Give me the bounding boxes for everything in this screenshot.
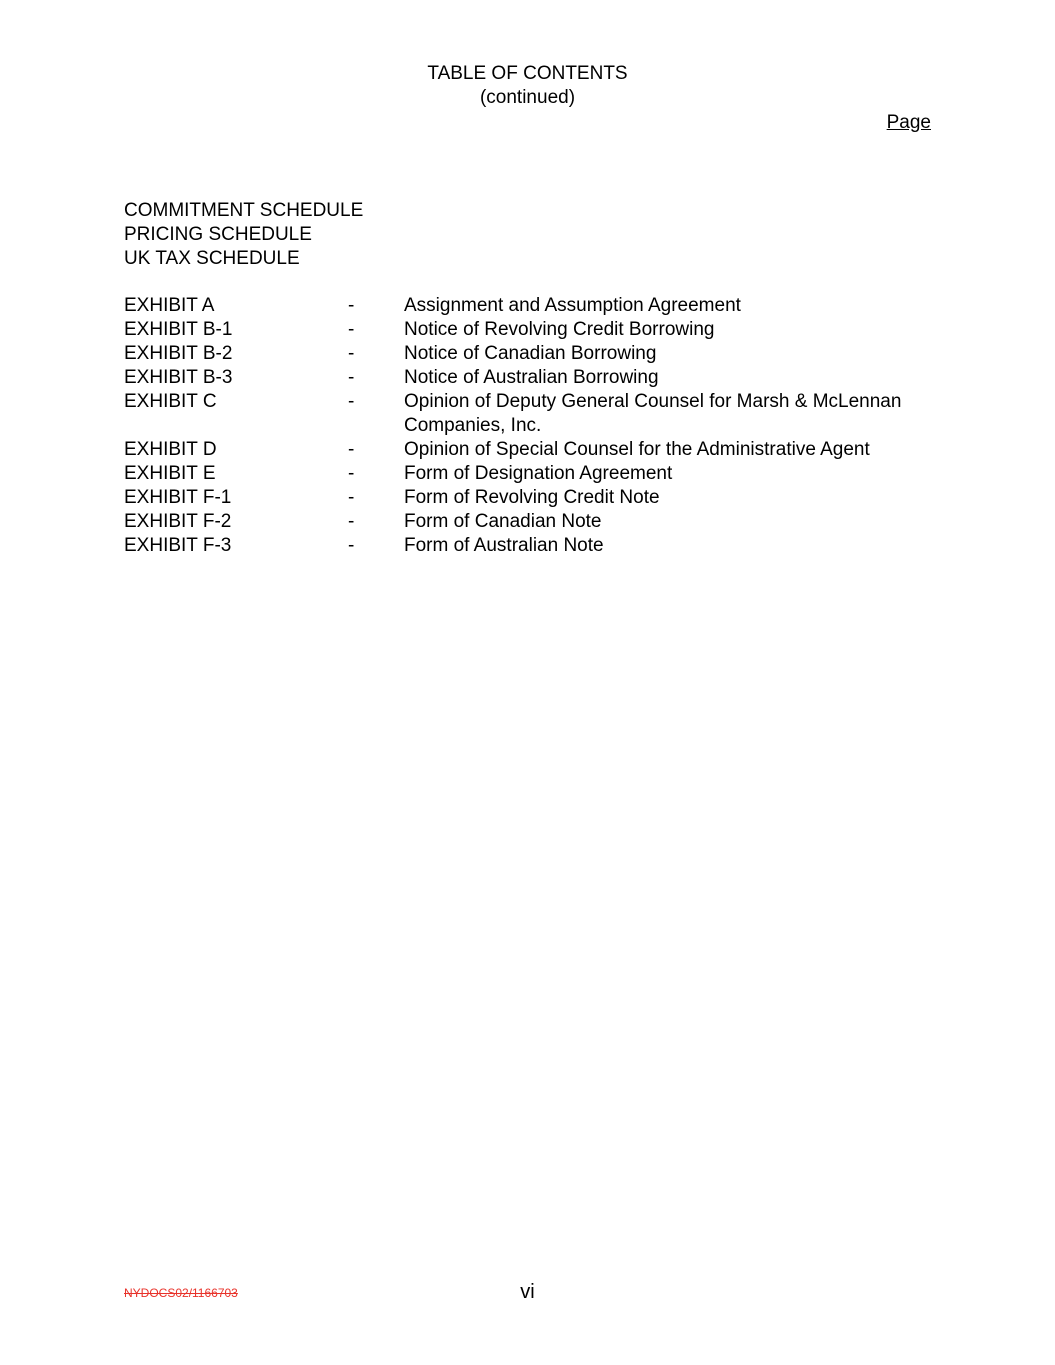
exhibit-id: EXHIBIT D <box>124 439 217 460</box>
exhibit-row <box>124 366 924 390</box>
exhibit-title: Form of Canadian Note <box>404 511 602 532</box>
exhibit-dash: - <box>348 319 355 340</box>
exhibit-id: EXHIBIT F-3 <box>124 535 232 556</box>
exhibit-dash: - <box>348 487 355 508</box>
toc-subtitle: (continued) <box>479 87 576 108</box>
exhibit-title: Form of Australian Note <box>404 535 604 556</box>
toc-title: TABLE OF CONTENTS <box>427 63 628 84</box>
exhibit-id: EXHIBIT B-2 <box>124 343 233 364</box>
exhibit-id: EXHIBIT F-1 <box>124 487 232 508</box>
exhibit-title: Form of Designation Agreement <box>404 463 673 484</box>
exhibit-id: EXHIBIT C <box>124 391 217 412</box>
exhibit-dash: - <box>348 391 355 412</box>
schedule-item: PRICING SCHEDULE <box>124 224 312 245</box>
footer-page-number: vi <box>520 1281 535 1303</box>
exhibit-dash: - <box>348 343 355 364</box>
exhibit-title: Notice of Australian Borrowing <box>404 367 659 388</box>
exhibit-dash: - <box>348 439 355 460</box>
exhibit-title: Opinion of Special Counsel for the Administrative Agent <box>404 439 870 460</box>
exhibit-row <box>124 390 924 438</box>
exhibit-dash: - <box>348 463 355 484</box>
exhibit-row <box>124 534 924 558</box>
exhibit-row <box>124 318 924 342</box>
exhibit-row <box>124 462 924 486</box>
exhibit-id: EXHIBIT A <box>124 295 215 316</box>
exhibit-title: Form of Revolving Credit Note <box>404 487 660 508</box>
exhibit-row <box>124 342 924 366</box>
exhibit-title: Assignment and Assumption Agreement <box>404 295 741 316</box>
exhibit-row <box>124 294 924 318</box>
exhibit-id: EXHIBIT B-3 <box>124 367 233 388</box>
schedule-item: UK TAX SCHEDULE <box>124 248 300 269</box>
exhibit-list <box>124 294 924 558</box>
exhibit-dash: - <box>348 511 355 532</box>
exhibit-dash: - <box>348 535 355 556</box>
exhibit-id: EXHIBIT E <box>124 463 216 484</box>
exhibit-title: Opinion of Deputy General Counsel for Marsh & McLennan Companies, Inc. <box>404 391 902 436</box>
schedule-list <box>124 199 363 271</box>
exhibit-row <box>124 438 924 462</box>
exhibit-dash: - <box>348 295 355 316</box>
exhibit-dash: - <box>348 367 355 388</box>
exhibit-id: EXHIBIT F-2 <box>124 511 232 532</box>
exhibit-title: Notice of Revolving Credit Borrowing <box>404 319 715 340</box>
schedule-item: COMMITMENT SCHEDULE <box>124 200 364 221</box>
exhibit-title: Notice of Canadian Borrowing <box>404 343 657 364</box>
page-column-label: Page <box>886 112 931 133</box>
exhibit-row <box>124 510 924 534</box>
footer-document-id: NYDOCS02/1166703 <box>124 1286 238 1300</box>
exhibit-id: EXHIBIT B-1 <box>124 319 233 340</box>
exhibit-row <box>124 486 924 510</box>
